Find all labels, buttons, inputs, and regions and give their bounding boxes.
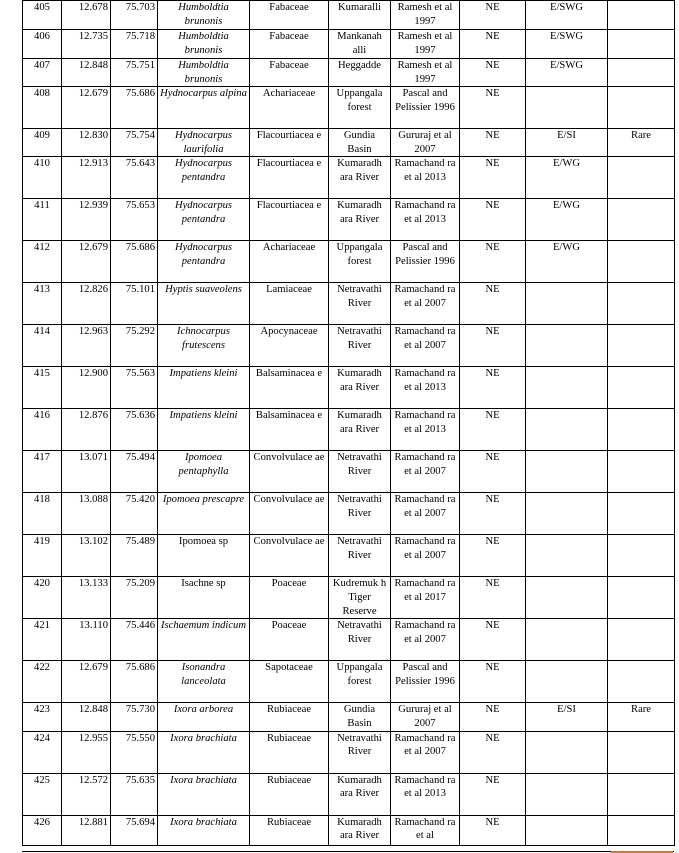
locality-cell: Netravathi River: [329, 731, 391, 773]
longitude-cell: 75.635: [111, 773, 158, 815]
record-number-cell: 420: [23, 577, 62, 619]
record-number-cell: 408: [23, 87, 62, 129]
longitude-cell: 75.718: [111, 30, 158, 59]
remark-cell: [608, 241, 675, 283]
family-cell: Sapotaceae: [250, 661, 329, 703]
species-name-cell: Impatiens kleini: [158, 409, 250, 451]
family-cell: Poaceae: [250, 577, 329, 619]
endemism-cell: [526, 619, 608, 661]
longitude-cell: 75.636: [111, 409, 158, 451]
locality-cell: Kumaradh ara River: [329, 367, 391, 409]
endemism-cell: E/WG: [526, 199, 608, 241]
status-cell: NE: [460, 731, 526, 773]
status-cell: NE: [460, 87, 526, 129]
endemism-cell: [526, 535, 608, 577]
species-name-cell: Hydnocarpus pentandra: [158, 199, 250, 241]
locality-cell: Gundia Basin: [329, 129, 391, 157]
record-number-cell: 426: [23, 815, 62, 845]
remark-cell: [608, 325, 675, 367]
species-name-cell: Ipomoea prescapre: [158, 493, 250, 535]
latitude-cell: 13.071: [62, 451, 111, 493]
species-name-cell: Humboldtia brunonis: [158, 30, 250, 59]
table-row: [23, 409, 675, 451]
family-cell: Achariaceae: [250, 87, 329, 129]
status-cell: NE: [460, 283, 526, 325]
latitude-cell: 13.088: [62, 493, 111, 535]
family-cell: Convolvulace ae: [250, 493, 329, 535]
endemism-cell: E/SI: [526, 129, 608, 157]
source-cell: Ramachand ra et al 2007: [391, 451, 460, 493]
longitude-cell: 75.694: [111, 815, 158, 845]
table-row: [23, 283, 675, 325]
record-number-cell: 415: [23, 367, 62, 409]
locality-cell: Uppangala forest: [329, 661, 391, 703]
family-cell: Balsaminacea e: [250, 367, 329, 409]
table-row: [23, 325, 675, 367]
status-cell: NE: [460, 703, 526, 731]
record-number-cell: 405: [23, 1, 62, 30]
table-row: [23, 157, 675, 199]
latitude-cell: 12.848: [62, 703, 111, 731]
endemism-cell: E/SI: [526, 703, 608, 731]
locality-cell: Netravathi River: [329, 619, 391, 661]
latitude-cell: 12.963: [62, 325, 111, 367]
locality-cell: Netravathi River: [329, 451, 391, 493]
table-row: [23, 773, 675, 815]
remark-cell: [608, 661, 675, 703]
source-cell: Ramachand ra et al 2013: [391, 773, 460, 815]
locality-cell: Mankanah alli: [329, 30, 391, 59]
endemism-cell: [526, 661, 608, 703]
remark-cell: [608, 1, 675, 30]
locality-cell: Gundia Basin: [329, 703, 391, 731]
longitude-cell: 75.754: [111, 129, 158, 157]
locality-cell: Uppangala forest: [329, 87, 391, 129]
longitude-cell: 75.643: [111, 157, 158, 199]
status-cell: NE: [460, 535, 526, 577]
family-cell: Flacourtiacea e: [250, 129, 329, 157]
source-cell: Pascal and Pelissier 1996: [391, 241, 460, 283]
remark-cell: [608, 157, 675, 199]
endemism-cell: [526, 283, 608, 325]
family-cell: Rubiaceae: [250, 815, 329, 845]
species-name-cell: Ipomoea sp: [158, 535, 250, 577]
latitude-cell: 12.900: [62, 367, 111, 409]
longitude-cell: 75.446: [111, 619, 158, 661]
table-row: [23, 661, 675, 703]
latitude-cell: 12.830: [62, 129, 111, 157]
status-cell: NE: [460, 157, 526, 199]
latitude-cell: 12.955: [62, 731, 111, 773]
species-name-cell: Hyptis suaveolens: [158, 283, 250, 325]
source-cell: Ramachand ra et al 2017: [391, 577, 460, 619]
status-cell: NE: [460, 619, 526, 661]
table-row: [23, 703, 675, 731]
status-cell: NE: [460, 199, 526, 241]
record-number-cell: 412: [23, 241, 62, 283]
remark-cell: [608, 367, 675, 409]
remark-cell: [608, 815, 675, 845]
family-cell: Rubiaceae: [250, 703, 329, 731]
family-cell: Flacourtiacea e: [250, 157, 329, 199]
remark-cell: [608, 199, 675, 241]
longitude-cell: 75.209: [111, 577, 158, 619]
endemism-cell: [526, 325, 608, 367]
table-row: [23, 619, 675, 661]
longitude-cell: 75.563: [111, 367, 158, 409]
record-number-cell: 410: [23, 157, 62, 199]
record-number-cell: 421: [23, 619, 62, 661]
endemism-cell: E/SWG: [526, 59, 608, 87]
record-number-cell: 424: [23, 731, 62, 773]
table-row: [23, 815, 675, 845]
record-number-cell: 406: [23, 30, 62, 59]
species-name-cell: Ipomoea pentaphylla: [158, 451, 250, 493]
table-row: [23, 30, 675, 59]
family-cell: Rubiaceae: [250, 773, 329, 815]
locality-cell: Uppangala forest: [329, 241, 391, 283]
endemism-cell: [526, 577, 608, 619]
status-cell: NE: [460, 59, 526, 87]
species-name-cell: Ixora arborea: [158, 703, 250, 731]
species-records-table: [22, 0, 675, 846]
endemism-cell: E/SWG: [526, 1, 608, 30]
table-row: [23, 129, 675, 157]
record-number-cell: 425: [23, 773, 62, 815]
record-number-cell: 407: [23, 59, 62, 87]
locality-cell: Kumaradh ara River: [329, 773, 391, 815]
remark-cell: [608, 283, 675, 325]
locality-cell: Netravathi River: [329, 493, 391, 535]
locality-cell: Netravathi River: [329, 325, 391, 367]
status-cell: NE: [460, 241, 526, 283]
family-cell: Apocynaceae: [250, 325, 329, 367]
source-cell: Ramesh et al 1997: [391, 30, 460, 59]
table-row: [23, 241, 675, 283]
table-row: [23, 577, 675, 619]
source-cell: Gururaj et al 2007: [391, 703, 460, 731]
species-name-cell: Ichnocarpus frutescens: [158, 325, 250, 367]
family-cell: Convolvulace ae: [250, 451, 329, 493]
endemism-cell: [526, 493, 608, 535]
latitude-cell: 12.939: [62, 199, 111, 241]
species-name-cell: Isonandra lanceolata: [158, 661, 250, 703]
remark-cell: [608, 731, 675, 773]
longitude-cell: 75.686: [111, 661, 158, 703]
longitude-cell: 75.686: [111, 87, 158, 129]
table-row: [23, 493, 675, 535]
latitude-cell: 12.679: [62, 241, 111, 283]
record-number-cell: 422: [23, 661, 62, 703]
endemism-cell: [526, 731, 608, 773]
endemism-cell: [526, 409, 608, 451]
source-cell: Ramachand ra et al 2013: [391, 199, 460, 241]
family-cell: Fabaceae: [250, 30, 329, 59]
locality-cell: Kumaradh ara River: [329, 157, 391, 199]
table-row: [23, 1, 675, 30]
latitude-cell: 12.826: [62, 283, 111, 325]
status-cell: NE: [460, 325, 526, 367]
species-name-cell: Ixora brachiata: [158, 815, 250, 845]
record-number-cell: 416: [23, 409, 62, 451]
status-cell: NE: [460, 773, 526, 815]
longitude-cell: 75.703: [111, 1, 158, 30]
source-cell: Ramachand ra et al 2013: [391, 409, 460, 451]
status-cell: NE: [460, 30, 526, 59]
endemism-cell: E/SWG: [526, 30, 608, 59]
family-cell: Flacourtiacea e: [250, 199, 329, 241]
longitude-cell: 75.494: [111, 451, 158, 493]
record-number-cell: 417: [23, 451, 62, 493]
status-cell: NE: [460, 409, 526, 451]
locality-cell: Kumaradh ara River: [329, 815, 391, 845]
status-cell: NE: [460, 577, 526, 619]
remark-cell: [608, 59, 675, 87]
locality-cell: Kumaralli: [329, 1, 391, 30]
family-cell: Lamiaceae: [250, 283, 329, 325]
longitude-cell: 75.730: [111, 703, 158, 731]
status-cell: NE: [460, 1, 526, 30]
locality-cell: Netravathi River: [329, 535, 391, 577]
source-cell: Ramachand ra et al 2007: [391, 731, 460, 773]
locality-cell: Kumaradh ara River: [329, 409, 391, 451]
family-cell: Achariaceae: [250, 241, 329, 283]
family-cell: Fabaceae: [250, 1, 329, 30]
status-cell: NE: [460, 493, 526, 535]
source-cell: Ramachand ra et al 2007: [391, 283, 460, 325]
record-number-cell: 419: [23, 535, 62, 577]
species-name-cell: Hydnocarpus pentandra: [158, 157, 250, 199]
source-cell: Ramachand ra et al 2007: [391, 325, 460, 367]
table-row: [23, 451, 675, 493]
table-body: [23, 1, 675, 846]
source-cell: Ramachand ra et al 2013: [391, 367, 460, 409]
remark-cell: [608, 773, 675, 815]
family-cell: Poaceae: [250, 619, 329, 661]
species-name-cell: Hydnocarpus laurifolia: [158, 129, 250, 157]
longitude-cell: 75.292: [111, 325, 158, 367]
remark-cell: [608, 619, 675, 661]
remark-cell: [608, 409, 675, 451]
table-row: [23, 59, 675, 87]
latitude-cell: 13.133: [62, 577, 111, 619]
species-name-cell: Ischaemum indicum: [158, 619, 250, 661]
source-cell: Ramachand ra et al: [391, 815, 460, 845]
latitude-cell: 12.679: [62, 87, 111, 129]
remark-cell: Rare: [608, 703, 675, 731]
status-cell: NE: [460, 815, 526, 845]
endemism-cell: E/WG: [526, 157, 608, 199]
species-name-cell: Humboldtia brunonis: [158, 1, 250, 30]
latitude-cell: 12.881: [62, 815, 111, 845]
status-cell: NE: [460, 367, 526, 409]
longitude-cell: 75.420: [111, 493, 158, 535]
species-name-cell: Impatiens kleini: [158, 367, 250, 409]
longitude-cell: 75.751: [111, 59, 158, 87]
table-row: [23, 199, 675, 241]
table-row: [23, 535, 675, 577]
source-cell: Ramachand ra et al 2007: [391, 619, 460, 661]
endemism-cell: E/WG: [526, 241, 608, 283]
record-number-cell: 409: [23, 129, 62, 157]
remark-cell: [608, 577, 675, 619]
family-cell: Fabaceae: [250, 59, 329, 87]
endemism-cell: [526, 87, 608, 129]
latitude-cell: 12.572: [62, 773, 111, 815]
latitude-cell: 12.678: [62, 1, 111, 30]
source-cell: Ramesh et al 1997: [391, 59, 460, 87]
remark-cell: [608, 493, 675, 535]
remark-cell: Rare: [608, 129, 675, 157]
source-cell: Ramachand ra et al 2007: [391, 493, 460, 535]
record-number-cell: 414: [23, 325, 62, 367]
family-cell: Balsaminacea e: [250, 409, 329, 451]
remark-cell: [608, 451, 675, 493]
locality-cell: Netravathi River: [329, 283, 391, 325]
latitude-cell: 12.735: [62, 30, 111, 59]
remark-cell: [608, 30, 675, 59]
endemism-cell: [526, 773, 608, 815]
remark-cell: [608, 535, 675, 577]
source-cell: Pascal and Pelissier 1996: [391, 87, 460, 129]
latitude-cell: 12.913: [62, 157, 111, 199]
endemism-cell: [526, 815, 608, 845]
source-cell: Ramachand ra et al 2007: [391, 535, 460, 577]
longitude-cell: 75.653: [111, 199, 158, 241]
table-row: [23, 367, 675, 409]
species-name-cell: Ixora brachiata: [158, 773, 250, 815]
status-cell: NE: [460, 451, 526, 493]
record-number-cell: 418: [23, 493, 62, 535]
locality-cell: Kudremuk h Tiger Reserve: [329, 577, 391, 619]
source-cell: Gururaj et al 2007: [391, 129, 460, 157]
latitude-cell: 12.679: [62, 661, 111, 703]
family-cell: Convolvulace ae: [250, 535, 329, 577]
latitude-cell: 12.848: [62, 59, 111, 87]
species-name-cell: Hydnocarpus pentandra: [158, 241, 250, 283]
species-name-cell: Humboldtia brunonis: [158, 59, 250, 87]
longitude-cell: 75.686: [111, 241, 158, 283]
latitude-cell: 13.102: [62, 535, 111, 577]
longitude-cell: 75.550: [111, 731, 158, 773]
locality-cell: Kumaradh ara River: [329, 199, 391, 241]
record-number-cell: 411: [23, 199, 62, 241]
record-number-cell: 413: [23, 283, 62, 325]
endemism-cell: [526, 451, 608, 493]
locality-cell: Heggadde: [329, 59, 391, 87]
source-cell: Ramesh et al 1997: [391, 1, 460, 30]
page-bottom-rule: [22, 851, 674, 852]
species-name-cell: Ixora brachiata: [158, 731, 250, 773]
latitude-cell: 13.110: [62, 619, 111, 661]
source-cell: Ramachand ra et al 2013: [391, 157, 460, 199]
longitude-cell: 75.101: [111, 283, 158, 325]
latitude-cell: 12.876: [62, 409, 111, 451]
longitude-cell: 75.489: [111, 535, 158, 577]
species-name-cell: Hydnocarpus alpina: [158, 87, 250, 129]
endemism-cell: [526, 367, 608, 409]
table-row: [23, 87, 675, 129]
record-number-cell: 423: [23, 703, 62, 731]
status-cell: NE: [460, 129, 526, 157]
remark-cell: [608, 87, 675, 129]
source-cell: Pascal and Pelissier 1996: [391, 661, 460, 703]
family-cell: Rubiaceae: [250, 731, 329, 773]
status-cell: NE: [460, 661, 526, 703]
table-row: [23, 731, 675, 773]
species-name-cell: Isachne sp: [158, 577, 250, 619]
